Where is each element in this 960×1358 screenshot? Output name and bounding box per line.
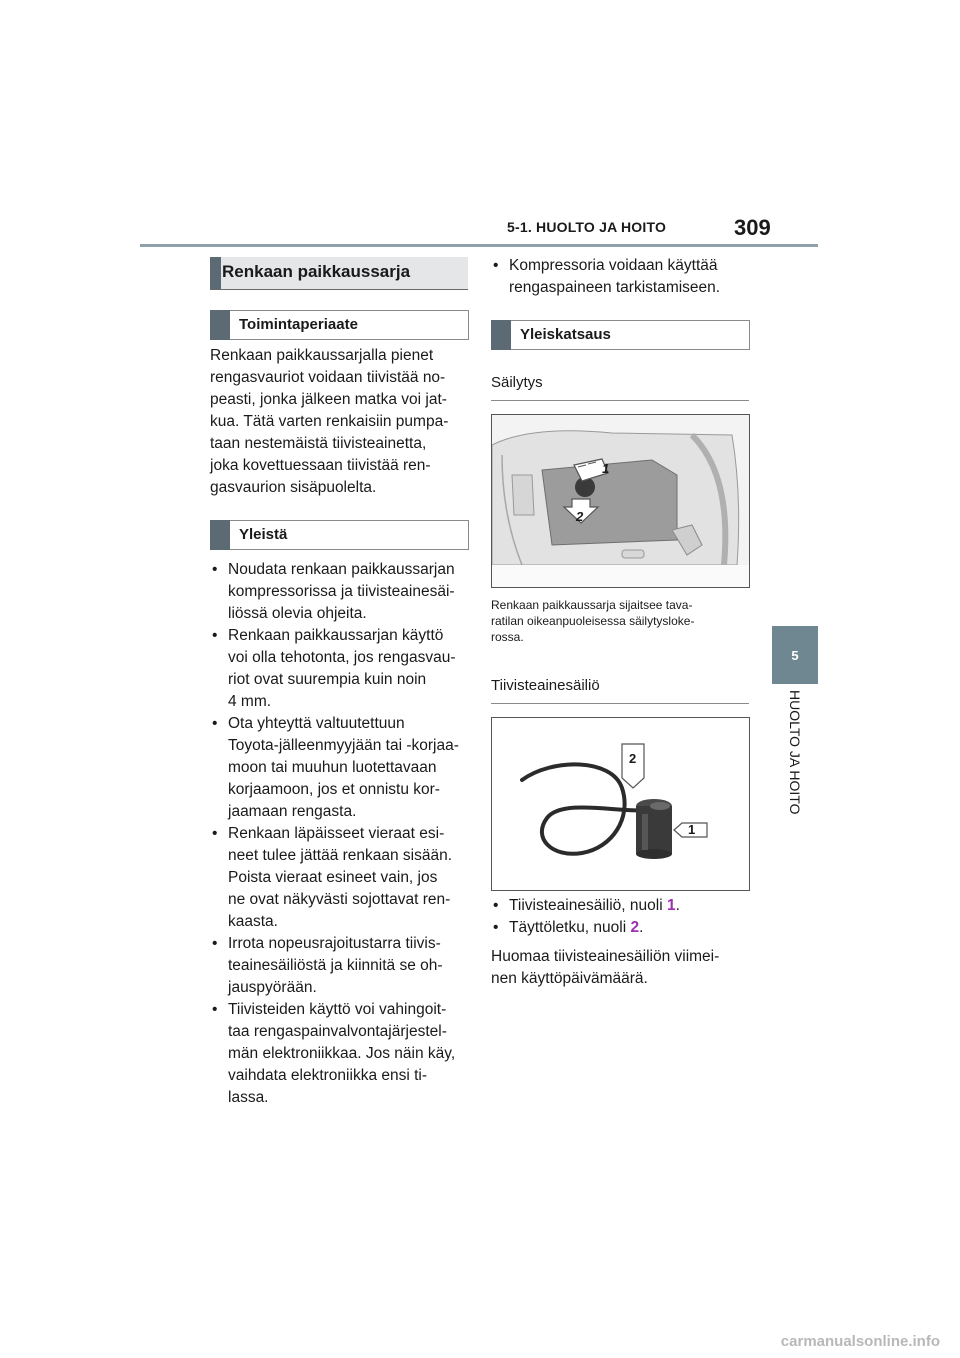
text-line: kua. Tätä varten renkaisiin pumpa-: [210, 413, 449, 430]
text-line: riot ovat suurempia kuin noin: [228, 671, 427, 688]
text-line: kaasta.: [228, 913, 278, 930]
text-line: rengasvauriot voidaan tiivistää no-: [210, 369, 446, 386]
text-line: ne ovat näkyvästi sojottavat ren-: [228, 891, 451, 908]
text-line: voi olla tehotonta, jos rengasvau-: [228, 649, 456, 666]
subheading-bar: [210, 310, 230, 340]
subheading-bar: [210, 520, 230, 550]
text-line: 4 mm.: [228, 693, 272, 710]
text-line: Huomaa tiivisteainesäiliön viimei-: [491, 948, 720, 965]
callout-2: 2: [576, 509, 584, 524]
text-line: korjaamoon, jos et onnistu kor-: [228, 781, 440, 798]
text-line: • Tiivisteiden käyttö voi vahingoit-: [228, 1001, 447, 1018]
text-line: • Irrota nopeusrajoitustarra tiivis-: [228, 935, 441, 952]
container-bullet-list: [491, 895, 753, 939]
text-line: joka kovettuessaan tiivistää ren-: [210, 457, 431, 474]
text-line: • Renkaan paikkaussarjan käyttö: [228, 627, 444, 644]
text-line: teainesäiliöstä ja kiinnitä se oh-: [228, 957, 443, 974]
list-item: [210, 823, 472, 933]
list-item: [491, 895, 753, 917]
container-heading: Tiivisteainesäiliö: [491, 677, 749, 704]
text-line: gasvaurion sisäpuolelta.: [210, 479, 377, 496]
heading-bar: [210, 257, 221, 289]
text-line: • Renkaan läpäisseet vieraat esi-: [228, 825, 445, 842]
text-line: jaamaan rengasta.: [228, 803, 357, 820]
section-title: 5-1. HUOLTO JA HOITO: [507, 219, 667, 235]
arrow-number: 1: [666, 897, 676, 914]
text-line: Tiivisteainesäiliö, nuoli: [509, 897, 667, 914]
text-line: ratilan oikeanpuoleisessa säilytysloke-: [491, 614, 695, 628]
main-heading: [210, 257, 468, 290]
text-line: peasti, jonka jälkeen matka voi jat-: [210, 391, 447, 408]
chapter-title: HUOLTO JA HOITO: [787, 690, 803, 815]
text-line: Renkaan paikkaussarja sijaitsee tava-: [491, 598, 693, 612]
subheading-principle: [210, 310, 469, 340]
main-heading-text: Renkaan paikkaussarja: [222, 262, 411, 281]
callout-1: 1: [688, 822, 696, 837]
storage-heading: Säilytys: [491, 374, 749, 401]
arrow-number: 2: [630, 919, 640, 936]
punctuation: .: [639, 919, 644, 936]
text-line: • Kompressoria voidaan käyttää: [509, 257, 718, 274]
compressor-bullet: [491, 255, 753, 299]
subheading-bar: [491, 320, 511, 350]
text-line: lassa.: [228, 1089, 269, 1106]
text-line: • Ota yhteyttä valtuutettuun: [228, 715, 405, 732]
text-line: Renkaan paikkaussarjalla pienet: [210, 347, 434, 364]
text-line: Täyttöletku, nuoli: [509, 919, 631, 936]
text-line: moon tai muuhun luotettavaan: [228, 759, 437, 776]
text-line: män elektroniikkaa. Jos näin käy,: [228, 1045, 456, 1062]
text-line: Toyota-jälleenmyyjään tai -korjaa-: [228, 737, 459, 754]
punctuation: .: [675, 897, 680, 914]
page-number: 309: [734, 215, 771, 240]
expiry-note: [491, 946, 753, 990]
chapter-tab: [772, 626, 818, 684]
storage-figure: [491, 414, 750, 588]
general-bullet-list: [210, 559, 472, 1109]
text-line: vaihdata elektroniikka ensi ti-: [228, 1067, 428, 1084]
text-line: kompressorissa ja tiivisteainesäi-: [228, 583, 455, 600]
list-item: [210, 559, 472, 625]
text-line: rossa.: [491, 630, 524, 644]
text-line: Poista vieraat esineet vain, jos: [228, 869, 438, 886]
header-divider: [140, 244, 818, 247]
text-line: nen käyttöpäivämäärä.: [491, 970, 648, 987]
subheading-principle-text: Toimintaperiaate: [239, 316, 358, 333]
text-line: rengaspaineen tarkistamiseen.: [509, 279, 721, 296]
container-figure: [491, 717, 750, 891]
callout-1: 1: [602, 461, 610, 476]
text-line: • Noudata renkaan paikkaussarjan: [228, 561, 455, 578]
text-line: taa rengaspainvalvontajärjestel-: [228, 1023, 447, 1040]
list-item: [210, 999, 472, 1109]
principle-paragraph: [210, 345, 470, 499]
chapter-title-vertical: [772, 690, 818, 840]
chapter-number: 5: [791, 647, 799, 663]
list-item: [210, 625, 472, 713]
list-item: [491, 255, 753, 299]
trunk-illustration: [492, 415, 749, 587]
text-line: neet tulee jättää renkaan sisään.: [228, 847, 453, 864]
callout-2: 2: [629, 751, 637, 766]
list-item: [210, 933, 472, 999]
watermark: carmanualsonline.info: [780, 1333, 940, 1350]
list-item: [491, 917, 753, 939]
subheading-general-text: Yleistä: [239, 526, 288, 543]
text-line: liössä olevia ohjeita.: [228, 605, 367, 622]
sealant-container-illustration: [492, 718, 749, 890]
storage-caption: [491, 597, 753, 645]
subheading-overview: [491, 320, 750, 350]
subheading-overview-text: Yleiskatsaus: [520, 326, 611, 343]
subheading-general: [210, 520, 469, 550]
list-item: [210, 713, 472, 823]
text-line: jauspyörään.: [228, 979, 317, 996]
text-line: taan nestemäistä tiivisteainetta,: [210, 435, 427, 452]
